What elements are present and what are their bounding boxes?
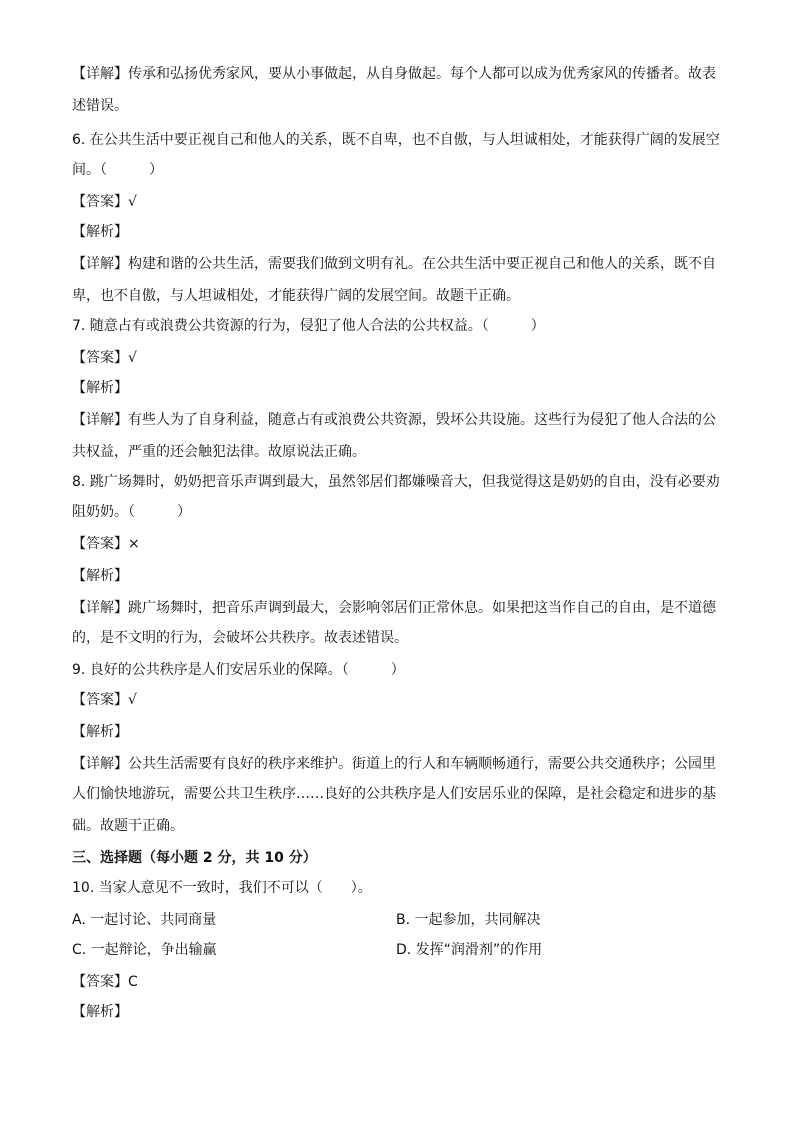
analysis-label: 【解析】 [72,380,128,396]
question-6: 6. 在公共生活中要正视自己和他人的关系，既不自卑，也不自傲，与人坦诚相处，才能获得广阔的发展空 [72,132,720,148]
question-6-cont: 间。（ ） [72,162,163,178]
detail-line: 【详解】跳广场舞时，把音乐声调到最大，会影响邻居们正常休息。如果把这当作自己的自由，是不道德 [72,600,716,616]
question-8-cont: 阻奶奶。（ ） [72,504,191,520]
option-a: A. 一起讨论、共同商量 [72,912,217,928]
detail-line: 卑，也不自傲，与人坦诚相处，才能获得广阔的发展空间。故题干正确。 [72,288,520,304]
question-10: 10. 当家人意见不一致时，我们不可以（ ）。 [72,880,372,896]
section-heading: 三、选择题（每小题 2 分，共 10 分） [72,850,317,866]
detail-line: 人们愉快地游玩，需要公共卫生秩序……良好的公共秩序是人们安居乐业的保障，是社会稳定和进步的基 [72,786,716,802]
option-b: B. 一起参加，共同解决 [396,912,541,928]
analysis-label: 【解析】 [72,568,128,584]
question-7: 7. 随意占有或浪费公共资源的行为，侵犯了他人合法的公共权益。（ ） [72,318,545,334]
analysis-label: 【解析】 [72,1004,128,1020]
detail-line: 述错误。 [72,98,128,114]
detail-line: 的，是不文明的行为，会破坏公共秩序。故表述错误。 [72,630,408,646]
answer-label: 【答案】√ [72,350,137,366]
analysis-label: 【解析】 [72,724,128,740]
answer-label: 【答案】√ [72,692,137,708]
option-c: C. 一起辩论，争出输赢 [72,942,217,958]
answer-label: 【答案】× [72,536,140,552]
answer-label: 【答案】√ [72,194,137,210]
answer-label: 【答案】C [72,974,138,990]
detail-line: 【详解】有些人为了自身利益，随意占有或浪费公共资源，毁坏公共设施。这些行为侵犯了他人合法的公 [72,412,716,428]
detail-line: 【详解】公共生活需要有良好的秩序来维护。街道上的行人和车辆顺畅通行，需要公共交通秩序；公园里 [72,756,716,772]
detail-line: 【详解】构建和谐的公共生活，需要我们做到文明有礼。在公共生活中要正视自己和他人的关系，既不自 [72,256,716,272]
option-d: D. 发挥“润滑剂”的作用 [396,942,543,958]
detail-line: 础。故题干正确。 [72,818,184,834]
analysis-label: 【解析】 [72,224,128,240]
question-8: 8. 跳广场舞时，奶奶把音乐声调到最大，虽然邻居们都嫌噪音大，但我觉得这是奶奶的自由，没有必要劝 [72,474,720,490]
detail-line: 共权益，严重的还会触犯法律。故原说法正确。 [72,444,366,460]
detail-line: 【详解】传承和弘扬优秀家风，要从小事做起，从自身做起。每个人都可以成为优秀家风的传播者。故表 [72,66,716,82]
question-9: 9. 良好的公共秩序是人们安居乐业的保障。（ ） [72,662,405,678]
